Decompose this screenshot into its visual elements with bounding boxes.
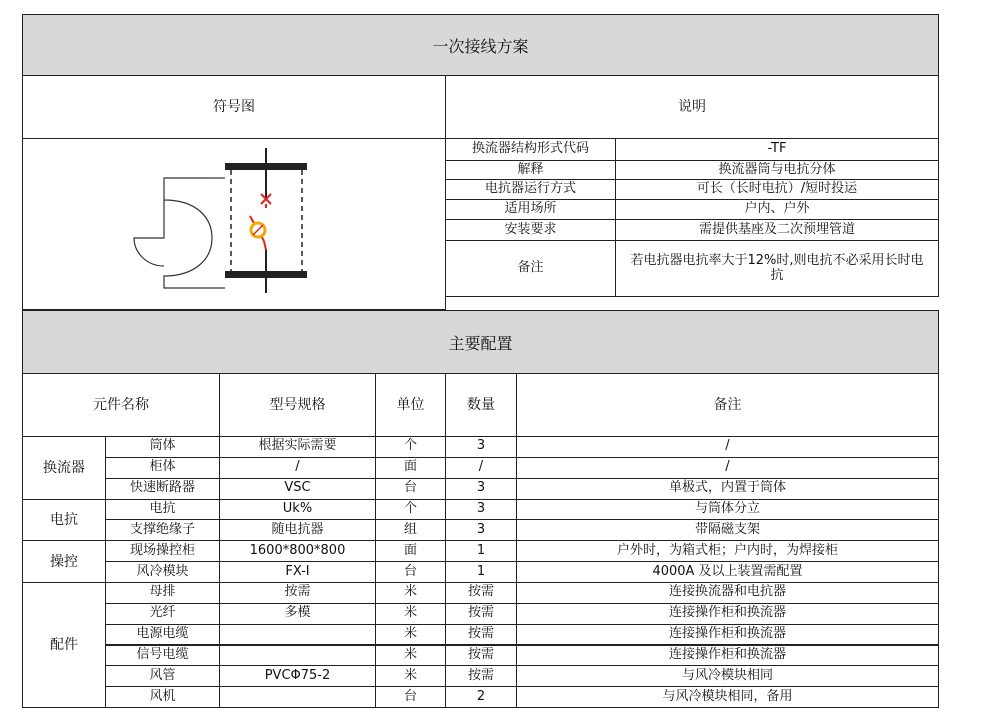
group-name-0 [22,436,106,500]
table-row-note-text: 连接换流器和电抗器 [668,584,786,600]
top-busbar [225,163,307,170]
table-row-item-text: 母排 [149,584,176,600]
table-row-note-text: 与风冷模块相同 [681,667,773,683]
table-row-item-text: 电源电缆 [136,626,189,642]
section-title-config-text: 主要配置 [448,333,513,353]
table-row-qty [445,519,517,541]
table-row-qty-text: 3 [476,480,486,496]
table-row-item [105,519,220,541]
table-row-unit-text: 个 [403,438,417,454]
table-row-unit [375,519,446,541]
table-row-item [105,478,220,500]
table-row-qty-text: 按需 [467,626,494,642]
table-row-unit-text: 米 [403,605,417,621]
table-row-spec [219,645,376,667]
col-header-note-text: 备注 [713,396,742,413]
table-row-item-text: 筒体 [149,438,176,454]
table-row-unit-text: 组 [403,521,417,537]
table-row-qty [445,540,517,562]
table-row-unit-text: 台 [403,480,417,496]
table-row-note-text: 单极式，内置于筒体 [668,480,786,496]
table-row-spec-text: PVCΦ75-2 [264,667,331,683]
table-row-item-text: 电抗 [149,501,176,516]
desc-value-5 [615,240,939,297]
table-row-note [516,478,939,500]
table-row-item [105,540,220,562]
desc-value-2 [615,179,939,200]
section-title-config [22,310,939,374]
table-row-spec [219,686,376,708]
table-row-qty-text: 按需 [467,584,494,600]
table-row-item-text: 支撑绝缘子 [129,521,195,537]
table-row-note-text: 连接操作柜和换流器 [668,605,786,621]
desc-header [445,75,939,139]
group-name-0-text: 换流器 [43,459,85,476]
desc-value-1 [615,160,939,180]
table-row-spec-text: 1600*800*800 [249,542,346,558]
table-row-item [105,665,220,687]
table-row-spec [219,499,376,521]
desc-label-5 [445,240,616,297]
table-row-note [516,686,939,708]
table-row-unit-text: 面 [403,542,417,558]
desc-value-4 [615,219,939,241]
table-row-qty [445,561,517,583]
table-row-item-text: 风管 [149,667,176,683]
desc-value-5-text: 若电抗器电抗率大于12%时,则电抗不必采用长时电抗 [630,252,924,283]
table-row-spec-text: VSC [284,480,311,496]
table-row-note [516,436,939,458]
table-row-note [516,519,939,541]
table-row-unit-text: 台 [403,563,417,579]
col-header-note [516,373,939,437]
table-row-spec-text: 按需 [284,584,311,600]
table-row-note-text: / [725,438,730,454]
table-row-item [105,686,220,708]
table-row-qty [445,582,517,604]
table-row-qty [445,436,517,458]
table-row-unit [375,499,446,521]
table-row-qty-text: 1 [476,563,486,579]
table-row-note-text: 连接操作柜和换流器 [668,646,786,662]
table-row-qty-text: 按需 [467,646,494,662]
desc-value-0 [615,138,939,161]
table-row-item-text: 风冷模块 [136,563,189,579]
table-row-item [105,561,220,583]
col-header-spec [219,373,376,437]
table-row-spec-text: 根据实际需要 [258,438,337,454]
desc-value-4-text: 需提供基座及二次预埋管道 [698,221,855,237]
desc-value-1-text: 换流器筒与电抗分体 [718,161,836,177]
table-row-unit [375,457,446,479]
desc-label-4 [445,219,616,241]
table-row-note [516,457,939,479]
group-name-2-text: 操控 [50,553,78,570]
symbol-header-text: 符号图 [213,98,255,115]
table-row-qty-text: 3 [476,501,486,516]
desc-label-1 [445,160,616,180]
table-row-item [105,624,220,646]
table-row-spec [219,519,376,541]
table-row-note-text: 4000A 及以上装置需配置 [652,563,803,579]
table-row-spec [219,561,376,583]
section-title-wiring [22,14,939,76]
table-row-item-text: 光纤 [149,605,176,621]
col-header-unit [375,373,446,437]
group-name-1 [22,499,106,542]
table-row-spec-text: 随电抗器 [271,521,324,537]
table-row-item-text: 现场操控柜 [129,542,195,558]
desc-value-3 [615,199,939,220]
table-row-note [516,665,939,687]
desc-value-2-text: 可长（长时电抗）/短时投运 [696,181,858,197]
table-row-note-text: / [725,459,730,475]
desc-label-2-text: 电抗器运行方式 [484,181,576,197]
table-row-spec [219,457,376,479]
table-row-unit [375,686,446,708]
table-row-spec [219,436,376,458]
col-header-qty [445,373,517,437]
wiring-symbol-diagram [22,138,446,310]
table-row-spec [219,582,376,604]
table-row-spec [219,540,376,562]
table-row-unit [375,645,446,667]
table-row-item [105,603,220,625]
table-row-qty [445,478,517,500]
table-row-qty [445,645,517,667]
table-row-item-text: 快速断路器 [129,480,195,496]
table-row-unit-text: 面 [403,459,417,475]
table-row-unit-text: 米 [403,584,417,600]
table-row-item [105,436,220,458]
col-header-name [22,373,220,437]
table-row-unit-text: 台 [403,688,417,704]
table-row-note-text: 连接操作柜和换流器 [668,626,786,642]
table-row-qty-text: 按需 [467,667,494,683]
table-row-note [516,603,939,625]
table-row-unit-text: 米 [403,667,417,683]
table-row-qty-text: 1 [476,542,486,558]
table-row-note [516,499,939,521]
col-header-qty-text: 数量 [467,396,495,413]
table-row-spec [219,665,376,687]
table-row-item [105,645,220,667]
table-row-qty [445,603,517,625]
desc-label-0-text: 换流器结构形式代码 [471,141,589,157]
table-row-note [516,561,939,583]
table-row-unit [375,436,446,458]
table-row-spec [219,624,376,646]
table-row-qty [445,499,517,521]
table-row-spec-text: / [295,459,300,475]
desc-label-1-text: 解释 [517,161,544,177]
table-row-spec-text: Uk% [282,501,313,516]
table-row-unit [375,540,446,562]
table-row-unit-text: 个 [403,501,417,516]
table-row-unit [375,603,446,625]
table-row-note-text: 与风冷模块相同，备用 [662,688,793,704]
table-row-item [105,582,220,604]
desc-header-text: 说明 [678,98,706,115]
group-name-3-text: 配件 [50,636,78,653]
table-row-qty [445,665,517,687]
table-row-unit [375,624,446,646]
table-row-item-text: 信号电缆 [136,646,189,662]
scheme-sheet [22,14,939,708]
symbol-header [22,75,446,139]
desc-label-4-text: 安装要求 [504,221,557,237]
bottom-busbar [225,271,307,278]
table-row-qty [445,457,517,479]
table-row-qty-text: 3 [476,521,486,537]
table-row-note [516,582,939,604]
group-name-2 [22,540,106,583]
table-row-spec-text: 多模 [284,605,311,621]
table-row-note [516,624,939,646]
col-header-unit-text: 单位 [396,396,425,413]
table-row-qty-text: 3 [476,438,486,454]
col-header-name-text: 元件名称 [93,396,149,413]
group-name-1-text: 电抗 [50,511,78,528]
table-row-spec [219,603,376,625]
table-row-qty [445,686,517,708]
desc-value-0-text: -TF [767,141,787,157]
col-header-spec-text: 型号规格 [269,396,326,413]
table-row-unit [375,478,446,500]
table-row-item-text: 柜体 [149,459,176,475]
desc-label-3 [445,199,616,220]
table-row-note-text: 户外时，为箱式柜；户内时，为焊接柜 [616,542,838,558]
desc-label-3-text: 适用场所 [504,201,557,217]
table-row-unit-text: 米 [403,646,417,662]
desc-label-2 [445,179,616,200]
table-row-note [516,645,939,667]
table-row-qty [445,624,517,646]
desc-value-3-text: 户内、户外 [744,201,810,217]
section-title-wiring-text: 一次接线方案 [432,36,529,56]
table-row-item [105,457,220,479]
table-row-unit [375,582,446,604]
table-row-note-text: 带隔磁支架 [694,521,760,537]
table-row-qty-text: / [478,459,484,475]
table-row-note-text: 与筒体分立 [694,501,760,516]
desc-label-5-text: 备注 [517,260,544,276]
table-row-spec [219,478,376,500]
table-row-unit [375,665,446,687]
table-row-qty-text: 按需 [467,605,494,621]
group-name-3 [22,582,106,708]
table-row-item-text: 风机 [149,688,176,704]
table-row-item [105,499,220,521]
table-row-note [516,540,939,562]
table-row-qty-text: 2 [476,688,486,704]
desc-label-0 [445,138,616,161]
table-row-unit [375,561,446,583]
reactor-coil-icon [164,178,225,288]
table-row-spec-text: FX-I [285,563,310,579]
table-row-unit-text: 米 [403,626,417,642]
